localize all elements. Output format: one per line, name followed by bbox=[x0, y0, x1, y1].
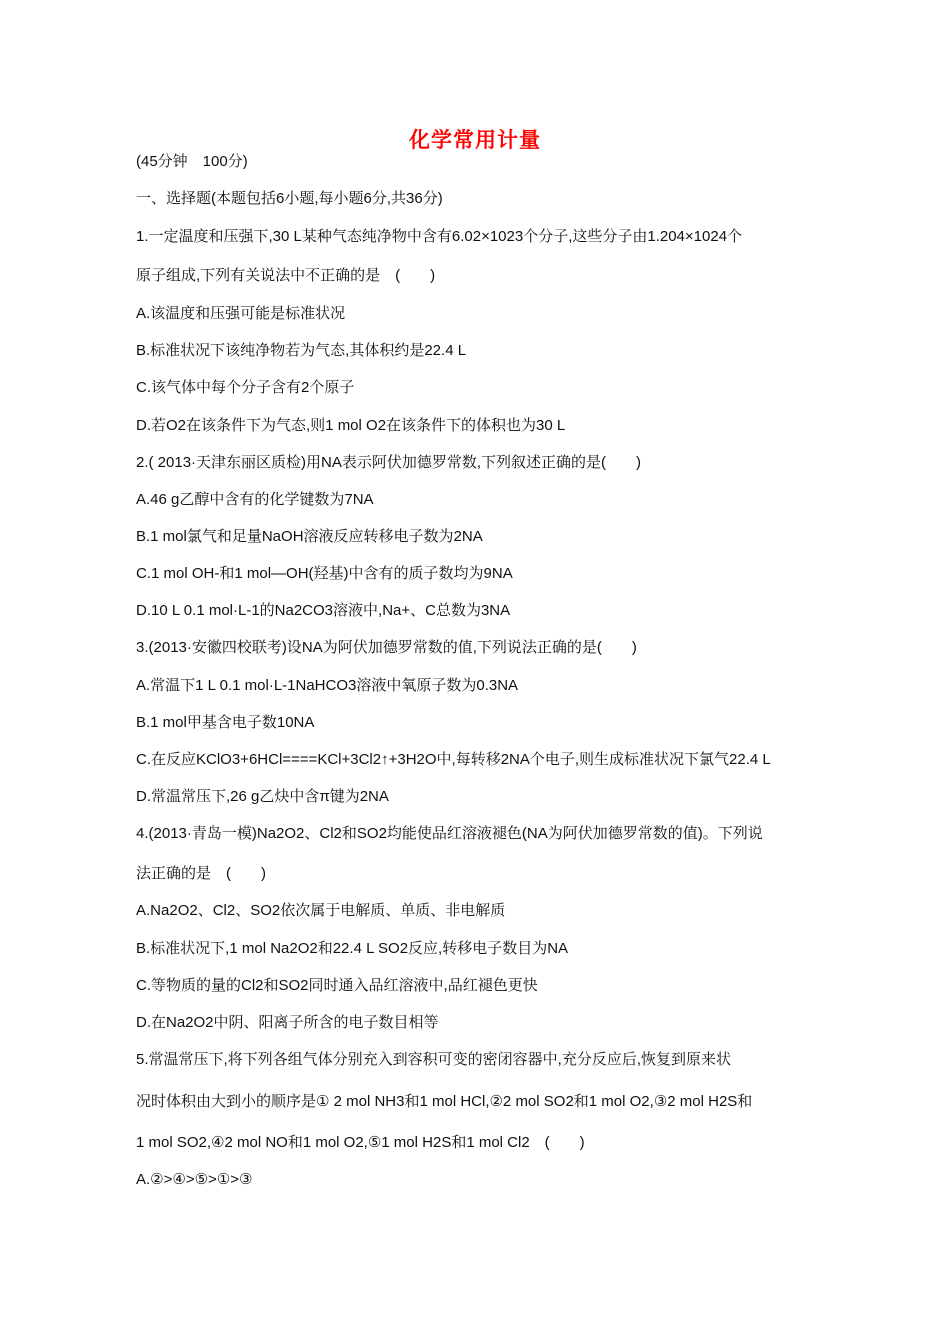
question-1-line-1: 1.一定温度和压强下,30 L某种气态纯净物中含有6.02×1023个分子,这些分子由1.204×1024个 bbox=[136, 228, 743, 245]
question-5-option-a: A.②>④>⑤>①>③ bbox=[136, 1171, 253, 1188]
question-5-line-2: 况时体积由大到小的顺序是① 2 mol NH3和1 mol HCl,②2 mol SO2和1 mol O2,③2 mol H2S和 bbox=[136, 1093, 753, 1110]
question-1-option-a: A.该温度和压强可能是标准状况 bbox=[136, 305, 346, 322]
question-2-line-1: 2.( 2013·天津东丽区质检)用NA表示阿伏加德罗常数,下列叙述正确的是( ) bbox=[136, 454, 642, 471]
section-heading: 一、选择题(本题包括6小题,每小题6分,共36分) bbox=[136, 190, 443, 207]
question-4-line-2: 法正确的是 ( ) bbox=[136, 865, 266, 882]
question-1-option-d: D.若O2在该条件下为气态,则1 mol O2在该条件下的体积也为30 L bbox=[136, 417, 566, 434]
question-4-option-c: C.等物质的量的Cl2和SO2同时通入品红溶液中,品红褪色更快 bbox=[136, 977, 538, 994]
question-4-option-b: B.标准状况下,1 mol Na2O2和22.4 L SO2反应,转移电子数目为NA bbox=[136, 940, 569, 957]
question-2-option-a: A.46 g乙醇中含有的化学键数为7NA bbox=[136, 491, 374, 508]
question-3-option-c: C.在反应KClO3+6HCl====KCl+3Cl2↑+3H2O中,每转移2NA个电子,则生成标准状况下氯气22.4 L bbox=[136, 751, 771, 768]
question-4-option-a: A.Na2O2、Cl2、SO2依次属于电解质、单质、非电解质 bbox=[136, 902, 506, 919]
question-1-option-c: C.该气体中每个分子含有2个原子 bbox=[136, 379, 355, 396]
exam-duration-line: (45分钟 100分) bbox=[136, 153, 248, 170]
question-4-option-d: D.在Na2O2中阴、阳离子所含的电子数目相等 bbox=[136, 1014, 439, 1031]
question-3-option-d: D.常温常压下,26 g乙炔中含π键为2NA bbox=[136, 788, 389, 805]
document-title: 化学常用计量 bbox=[409, 129, 541, 152]
question-5-line-3: 1 mol SO2,④2 mol NO和1 mol O2,⑤1 mol H2S和1 mol Cl2 ( ) bbox=[136, 1134, 585, 1151]
question-2-option-b: B.1 mol氯气和足量NaOH溶液反应转移电子数为2NA bbox=[136, 528, 483, 545]
question-1-option-b: B.标准状况下该纯净物若为气态,其体积约是22.4 L bbox=[136, 342, 467, 359]
question-3-option-a: A.常温下1 L 0.1 mol·L-1NaHCO3溶液中氧原子数为0.3NA bbox=[136, 677, 519, 694]
question-5-line-1: 5.常温常压下,将下列各组气体分别充入到容积可变的密闭容器中,充分反应后,恢复到原来状 bbox=[136, 1051, 732, 1068]
question-2-option-c: C.1 mol OH-和1 mol—OH(羟基)中含有的质子数均为9NA bbox=[136, 565, 513, 582]
question-2-option-d: D.10 L 0.1 mol·L-1的Na2CO3溶液中,Na+、C总数为3NA bbox=[136, 602, 511, 619]
question-3-line-1: 3.(2013·安徽四校联考)设NA为阿伏加德罗常数的值,下列说法正确的是( ) bbox=[136, 639, 637, 656]
question-3-option-b: B.1 mol甲基含电子数10NA bbox=[136, 714, 315, 731]
question-1-line-2: 原子组成,下列有关说法中不正确的是 ( ) bbox=[136, 267, 436, 284]
question-4-line-1: 4.(2013·青岛一模)Na2O2、Cl2和SO2均能使品红溶液褪色(NA为阿伏加德罗常数的值)。下列说 bbox=[136, 825, 763, 842]
